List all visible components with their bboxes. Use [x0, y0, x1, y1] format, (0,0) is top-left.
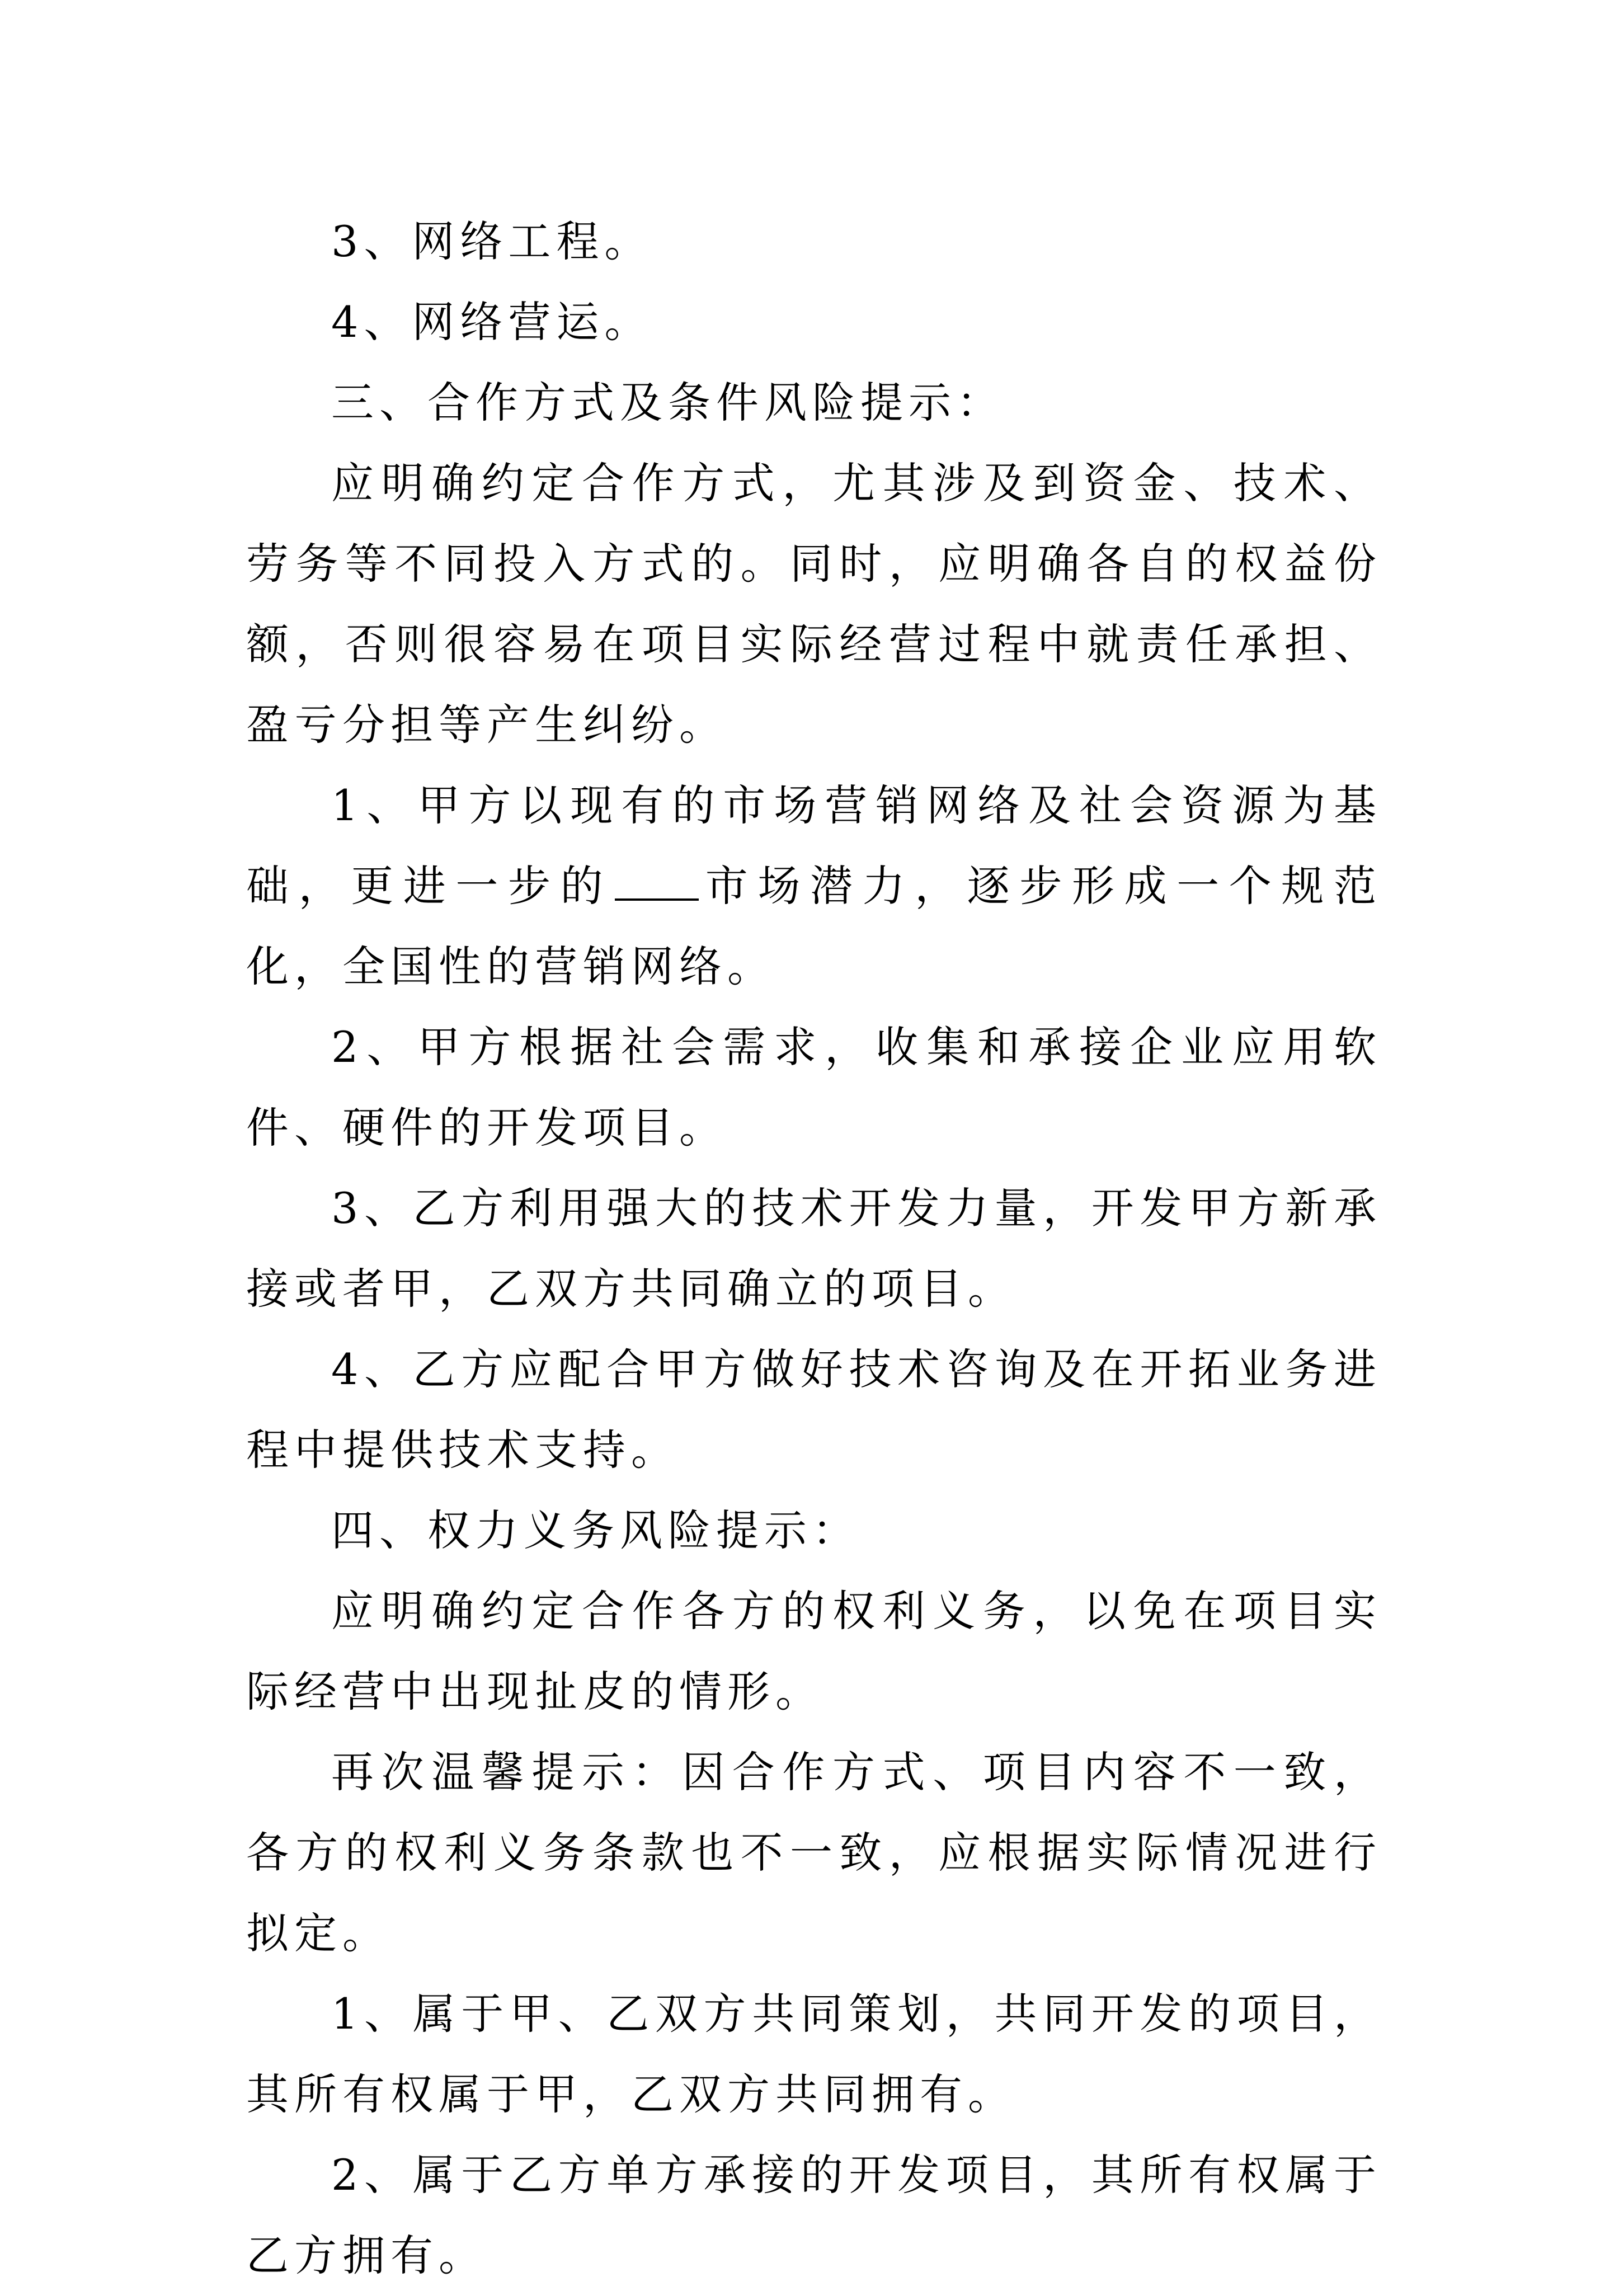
paragraph-rights-notice: 应明确约定合作各方的权利义务，以免在项目实际经营中出现扯皮的情形。 — [246, 1586, 1382, 1716]
paragraph-joint-ownership: 1、属于甲、乙双方共同策划，共同开发的项目，其所有权属于甲，乙双方共同拥有。 — [246, 1989, 1382, 2119]
paragraph-text-after-blank: 市场潜力，逐步形成一个规范化，全国性的营销网络。 — [246, 861, 1382, 991]
paragraph-party-b-development: 3、乙方利用强大的技术开发力量，开发甲方新承接或者甲，乙双方共同确立的项目。 — [246, 1183, 1382, 1314]
paragraph-text-before-blank: 1、甲方以现有的市场营销网络及社会资源为基础，更进一步的 — [246, 780, 1382, 911]
paragraph-network-engineering: 3、网络工程。 — [331, 217, 653, 266]
fill-in-blank — [615, 863, 699, 901]
paragraph-network-operation: 4、网络营运。 — [331, 297, 653, 347]
paragraph-cooperation-notice: 应明确约定合作方式，尤其涉及到资金、技术、劳务等不同投入方式的。同时，应明确各自的权益份额，否则很容易在项目实际经营过程中就责任承担、盈亏分担等产生纠纷。 — [246, 458, 1382, 750]
document-body — [246, 201, 1382, 2296]
paragraph-party-b-ownership: 2、属于乙方单方承接的开发项目，其所有权属于乙方拥有。 — [246, 2150, 1382, 2280]
heading-rights-obligations-risk: 四、权力义务风险提示： — [331, 1505, 860, 1555]
heading-cooperation-risk: 三、合作方式及条件风险提示： — [331, 378, 1005, 427]
paragraph-party-b-support: 4、乙方应配合甲方做好技术咨询及在开拓业务进程中提供技术支持。 — [246, 1344, 1382, 1475]
paragraph-reminder: 再次温馨提示：因合作方式、项目内容不一致，各方的权利义务条款也不一致，应根据实际情况进行拟定。 — [246, 1747, 1382, 1958]
paragraph-party-a-marketing — [246, 765, 1382, 1007]
paragraph-party-a-projects: 2、甲方根据社会需求，收集和承接企业应用软件、硬件的开发项目。 — [246, 1022, 1382, 1152]
